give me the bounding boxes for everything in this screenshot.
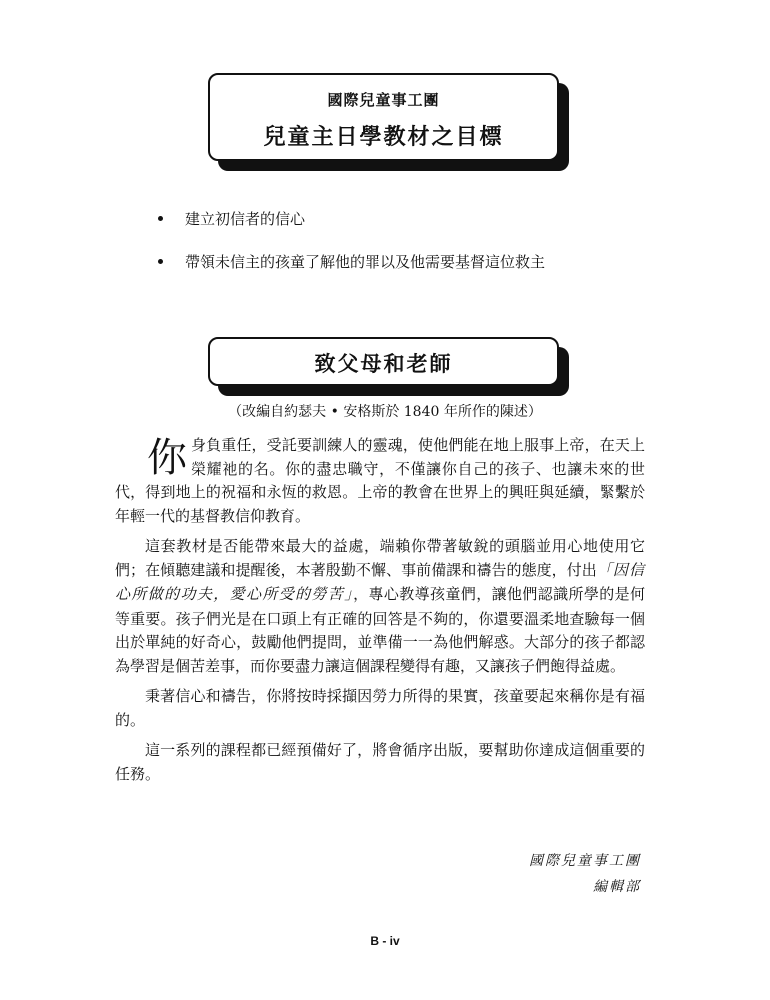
paragraph-4: 這一系列的課程都已經預備好了，將會循序出版，要幫助你達成這個重要的任務。 — [115, 741, 645, 783]
signature — [529, 849, 641, 901]
goals-list — [158, 208, 545, 294]
bullet-icon — [158, 259, 163, 264]
paragraph-2-text-a: 這套教材是否能帶來最大的益處，端賴你帶著敏銳的頭腦並用心地使用它們；在傾聽建議和提醒後，本著殷勤不懈、事前備課和禱告的態度，付出 — [115, 537, 645, 579]
scripture-quote: 「因信心所做的功夫，愛心所受的勞苦」 — [115, 562, 645, 603]
body-text — [115, 434, 645, 793]
list-item — [158, 251, 545, 271]
header-title-box — [208, 73, 559, 161]
paragraph-2-text-b: ，專心教導孩童們，讓他們認識所學的是何等重要。孩子們光是在口頭上有正確的回答是不夠的，你還要溫柔地查驗每一個出於單純的好奇心，鼓勵他們提問，並準備一一為他們解惑。大部分的孩子都認為學習是個苦差事，而你要盡力讓這個課程變得有趣，又讓孩子們飽得益處。 — [115, 585, 645, 675]
section-title-box — [208, 337, 559, 386]
paragraph-3: 秉著信心和禱告，你將按時採擷因勞力所得的果實，孩童要起來稱你是有福的。 — [115, 687, 645, 729]
goal-text: 帶領未信主的孩童了解他的罪以及他需要基督這位救主 — [185, 252, 546, 271]
signature-department: 編輯部 — [593, 880, 641, 895]
page-title: 兒童主日學教材之目標 — [263, 125, 504, 150]
bullet-icon — [158, 216, 163, 221]
drop-cap: 你 — [147, 435, 187, 481]
signature-organization: 國際兒童事工團 — [529, 854, 641, 869]
paragraph-2 — [115, 535, 645, 678]
paragraph-1 — [115, 434, 645, 528]
goal-text: 建立初信者的信心 — [185, 209, 306, 228]
paragraph-1-text: 身負重任，受託要訓練人的靈魂，使他們能在地上服事上帝，在天上榮耀祂的名。你的盡忠職守，不僅讓你自己的孩子、也讓未來的世代，得到地上的祝福和永恆的救恩。上帝的教會在世界上的興旺與延續，緊繫於年輕一代的基督教信仰教育。 — [115, 436, 645, 525]
section-title: 致父母和老師 — [314, 352, 453, 376]
list-item — [158, 208, 545, 228]
organization-name: 國際兒童事工團 — [327, 91, 440, 109]
section-subtitle: （改編自約瑟夫 • 安格斯於 1840 年所作的陳述） — [228, 404, 542, 420]
page-number: B - iv — [370, 934, 400, 948]
